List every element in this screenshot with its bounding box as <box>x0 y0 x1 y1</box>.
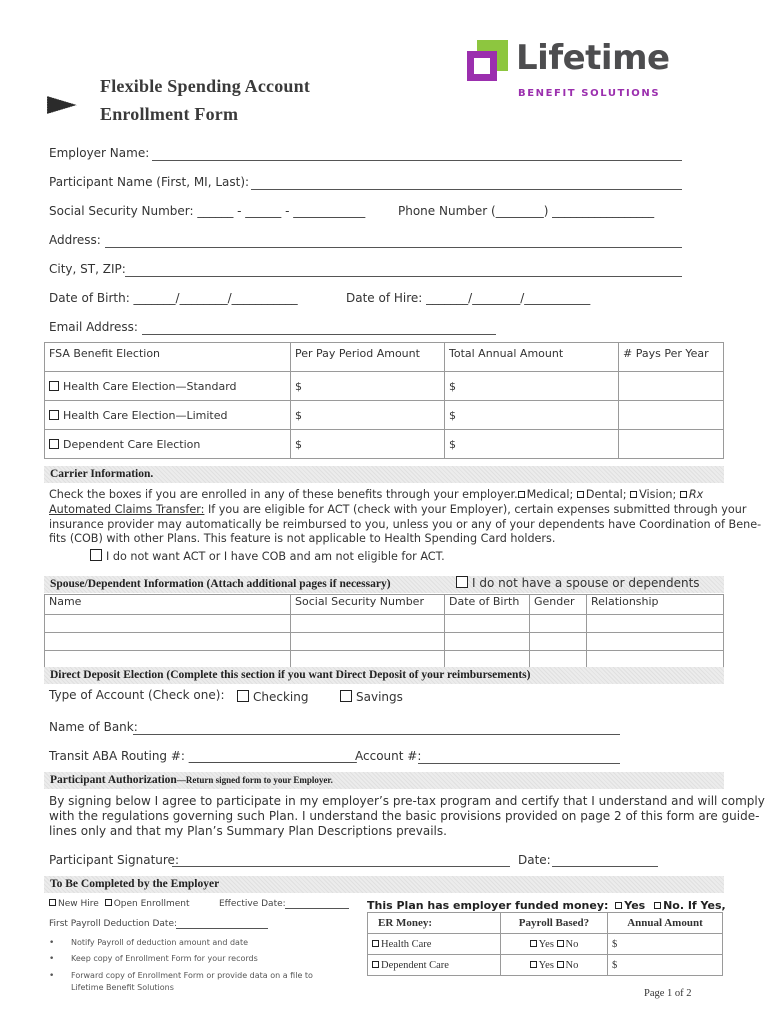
first-payroll-field[interactable] <box>176 928 268 929</box>
checking-option <box>237 690 308 704</box>
list-item: • Notify Payroll of deduction amount and date <box>49 938 248 948</box>
er-hc-no-checkbox[interactable] <box>557 940 564 947</box>
col-header: Social Security Number <box>291 595 445 615</box>
hire-date-field[interactable]: Date of Hire: _______/________/___________ <box>346 291 591 305</box>
annual-cell[interactable]: $ <box>445 372 619 401</box>
col-header: Payroll Based? <box>501 913 608 934</box>
table-row[interactable] <box>45 651 724 668</box>
hc-limited-checkbox[interactable] <box>49 410 59 420</box>
bullet-text: Keep copy of Enrollment Form for your records <box>71 954 258 963</box>
authorization-paragraph <box>49 794 765 839</box>
er-money-table <box>367 912 723 976</box>
rx-checkbox[interactable] <box>680 491 687 498</box>
carrier-instructions: Check the boxes if you are enrolled in any of these benefits through your employer. <box>49 488 518 501</box>
row-label: Health Care Election—Limited <box>63 408 228 422</box>
er-row-label: Health Care <box>381 938 432 950</box>
pays-cell[interactable] <box>619 372 724 401</box>
no-label: No <box>565 938 579 950</box>
arrow-decoration <box>46 95 78 115</box>
act-line1: If you are eligible for ACT (check with your Employer), certain expenses submitted through your <box>204 503 747 516</box>
act-paragraph <box>49 503 761 547</box>
phone-field[interactable]: Phone Number (________) _________________ <box>398 204 655 218</box>
medical-checkbox[interactable] <box>518 491 525 498</box>
yes-label: Yes <box>538 959 554 971</box>
ssn-field[interactable]: Social Security Number: ______ - ______ - ____________ <box>49 204 366 218</box>
col-header: Annual Amount <box>608 913 723 934</box>
table-row[interactable] <box>45 633 724 651</box>
routing-field[interactable]: Transit ABA Routing #: ____________________________ <box>49 749 357 763</box>
savings-label: Savings <box>356 690 403 704</box>
lifetime-logo <box>466 40 686 104</box>
er-dc-checkbox[interactable] <box>372 961 379 968</box>
date-field[interactable] <box>552 866 658 867</box>
bullet-text: Notify Payroll of deduction amount and date <box>71 938 248 947</box>
col-header: Name <box>45 595 291 615</box>
checking-label: Checking <box>253 690 309 704</box>
annual-cell[interactable]: $ <box>445 401 619 430</box>
date-label: Date: <box>518 853 551 867</box>
email-label: Email Address: <box>49 320 138 334</box>
pays-cell[interactable] <box>619 401 724 430</box>
savings-option <box>340 690 403 704</box>
row-label: Health Care Election—Standard <box>63 379 237 393</box>
logo-word: Lifetime <box>516 38 670 78</box>
address-label: Address: <box>49 233 101 247</box>
dental-label: Dental; <box>585 488 627 501</box>
dependents-table <box>44 594 724 668</box>
act-optout-row <box>90 549 445 565</box>
authorization-heading-band <box>44 772 724 789</box>
account-label: Account #: <box>355 749 422 763</box>
act-optout-checkbox[interactable] <box>90 549 102 561</box>
authorization-heading <box>50 774 333 786</box>
authorization-line3: lines only and that my Plan’s Summary Plan Descriptions prevails. <box>49 824 447 838</box>
signature-label: Participant Signature: <box>49 853 179 867</box>
effective-date-label: Effective Date: <box>219 899 286 909</box>
enrollment-type-row <box>49 899 190 909</box>
per-pay-cell[interactable]: $ <box>291 430 445 459</box>
open-enrollment-checkbox[interactable] <box>105 899 112 906</box>
address-field[interactable] <box>105 247 682 248</box>
carrier-heading-band <box>44 466 724 483</box>
signature-field[interactable] <box>172 866 510 867</box>
list-item: • Forward copy of Enrollment Form or provide data on a file to <box>49 971 313 981</box>
per-pay-cell[interactable]: $ <box>291 372 445 401</box>
employer-heading: To Be Completed by the Employer <box>50 878 220 890</box>
er-hc-yes-checkbox[interactable] <box>530 940 537 947</box>
er-hc-checkbox[interactable] <box>372 940 379 947</box>
no-label: No <box>565 959 579 971</box>
table-row <box>45 372 724 401</box>
checking-checkbox[interactable] <box>237 690 249 702</box>
table-row <box>368 934 723 955</box>
pays-cell[interactable] <box>619 430 724 459</box>
col-header: Gender <box>530 595 587 615</box>
carrier-heading: Carrier Information. <box>50 468 154 480</box>
open-enrollment-label: Open Enrollment <box>113 899 190 909</box>
deposit-heading: Direct Deposit Election (Complete this section if you want Direct Deposit of your reimbursements) <box>50 669 531 681</box>
authorization-line1: By signing below I agree to participate in my employer’s pre-tax program and certify that I understand and will comply <box>49 794 765 808</box>
participant-name-field[interactable] <box>251 189 682 190</box>
act-line2: insurance provider may automatically be reimbursed to you, unless you or any of your dependents have Coordination of Bene- <box>49 517 762 531</box>
funded-yes-label: Yes <box>624 899 646 912</box>
form-title-line1: Flexible Spending Account <box>100 76 311 96</box>
first-payroll-label: First Payroll Deduction Date: <box>49 919 178 929</box>
authorization-line2: with the regulations governing such Plan. I understand the basic provisions provided on page 2 of this form are guide- <box>49 809 760 823</box>
no-dependents-label: I do not have a spouse or dependents <box>472 576 700 590</box>
effective-date-field[interactable] <box>285 908 349 909</box>
er-dc-yes-checkbox[interactable] <box>530 961 537 968</box>
funded-question: This Plan has employer funded money: <box>367 899 609 912</box>
city-field[interactable] <box>125 276 682 277</box>
employer-heading-band <box>44 876 724 893</box>
row-label: Dependent Care Election <box>63 437 201 451</box>
col-header: # Pays Per Year <box>619 343 724 372</box>
employer-funded-row <box>367 899 726 912</box>
email-field[interactable] <box>142 334 496 335</box>
col-header: Per Pay Period Amount <box>291 343 445 372</box>
per-pay-cell[interactable]: $ <box>291 401 445 430</box>
dependents-header-row <box>45 595 724 615</box>
act-optout-label: I do not want ACT or I have COB and am not eligible for ACT. <box>106 550 445 563</box>
city-label: City, ST, ZIP: <box>49 262 126 276</box>
new-hire-label: New Hire <box>58 899 99 909</box>
table-row <box>368 955 723 976</box>
employer-bullets <box>49 935 313 993</box>
hc-standard-checkbox[interactable] <box>49 381 59 391</box>
form-title-line2: Enrollment Form <box>100 104 239 124</box>
vision-checkbox[interactable] <box>630 491 637 498</box>
er-dc-no-checkbox[interactable] <box>557 961 564 968</box>
col-header: ER Money: <box>368 913 501 934</box>
funded-yes-checkbox[interactable] <box>615 902 622 909</box>
list-item-continuation <box>49 982 313 993</box>
bullet-text: Lifetime Benefit Solutions <box>71 983 174 992</box>
table-row <box>45 401 724 430</box>
employer-name-label: Employer Name: <box>49 146 150 160</box>
new-hire-checkbox[interactable] <box>49 899 56 906</box>
medical-label: Medical; <box>526 488 574 501</box>
funded-no-checkbox[interactable] <box>654 902 661 909</box>
yes-label: Yes <box>538 938 554 950</box>
bank-field[interactable] <box>133 734 620 735</box>
page-number: Page 1 of 2 <box>644 988 692 999</box>
col-header: Total Annual Amount <box>445 343 619 372</box>
dep-care-checkbox[interactable] <box>49 439 59 449</box>
rx-label: Rx <box>688 488 704 501</box>
col-header: FSA Benefit Election <box>45 343 291 372</box>
act-lead: Automated Claims Transfer: <box>49 503 205 516</box>
dob-field[interactable]: Date of Birth: _______/________/___________ <box>49 291 298 305</box>
participant-name-label: Participant Name (First, MI, Last): <box>49 175 250 189</box>
vision-label: Vision; <box>639 488 677 501</box>
table-row[interactable] <box>45 615 724 633</box>
er-hc-amount[interactable]: $ <box>608 934 723 955</box>
employer-name-field[interactable] <box>152 160 682 161</box>
col-header: Date of Birth <box>445 595 530 615</box>
no-dependents-option <box>456 576 700 590</box>
savings-checkbox[interactable] <box>340 690 352 702</box>
election-table <box>44 342 724 459</box>
authorization-title: Participant Authorization <box>50 774 177 786</box>
no-dependents-checkbox[interactable] <box>456 576 468 588</box>
authorization-subtitle: —Return signed form to your Employer. <box>176 775 333 785</box>
spouse-heading-band <box>44 576 724 593</box>
election-header-row <box>45 343 724 372</box>
spouse-heading: Spouse/Dependent Information (Attach additional pages if necessary) <box>50 578 391 590</box>
logo-subtitle: BENEFIT SOLUTIONS <box>518 88 661 99</box>
logo-mark-icon <box>466 40 510 84</box>
bullet-text: Forward copy of Enrollment Form or provide data on a file to <box>71 971 313 980</box>
bank-label: Name of Bank: <box>49 720 138 734</box>
er-dc-amount[interactable]: $ <box>608 955 723 976</box>
account-type-label: Type of Account (Check one): <box>49 688 225 702</box>
col-header: Relationship <box>587 595 724 615</box>
funded-no-label: No. If Yes, <box>663 899 726 912</box>
list-item: • Keep copy of Enrollment Form for your records <box>49 954 258 964</box>
er-header-row <box>368 913 723 934</box>
er-row-label: Dependent Care <box>381 959 449 971</box>
carrier-options-line <box>49 488 703 503</box>
account-field[interactable] <box>418 763 620 764</box>
deposit-heading-band <box>44 667 724 684</box>
dental-checkbox[interactable] <box>577 491 584 498</box>
annual-cell[interactable]: $ <box>445 430 619 459</box>
act-line3: fits (COB) with other Plans. This feature is not applicable to Health Spending Card holders. <box>49 532 556 545</box>
table-row <box>45 430 724 459</box>
